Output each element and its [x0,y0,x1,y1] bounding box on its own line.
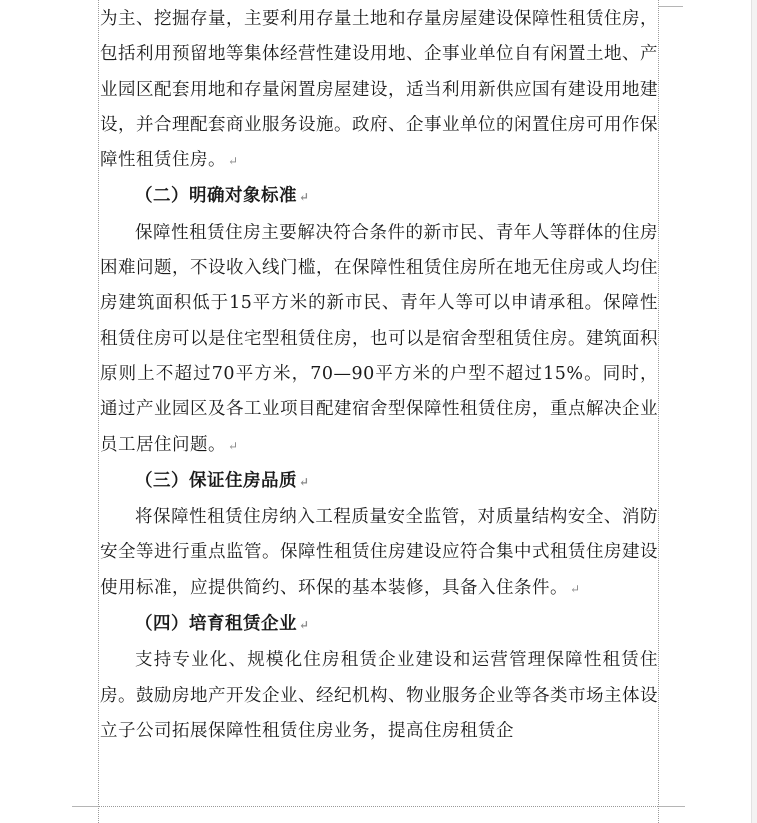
paragraph-mark-icon: ↵ [299,474,310,489]
paragraph-text: 保障性租赁住房主要解决符合条件的新市民、青年人等群体的住房困难问题，不设收入线门槛，在保障性租赁住房所在地无住房或人均住房建筑面积低于15平方米的新市民、青年人等可以申请承租。保障性租赁住房可以是住宅型租赁住房，也可以是宿舍型租赁住房。建筑面积原则上不超过70平方米，70—90平方米的户型不超过15%。同时，通过产业园区及各工业项目配建宿舍型保障性租赁住房，重点解决企业员工居住问题。 [100,222,658,455]
crop-mark-bottom-right [659,806,685,807]
heading-text: （二）明确对象标准 [135,186,297,207]
heading-target-standards[interactable] [100,179,658,215]
paragraph-text: 将保障性租赁住房纳入工程质量安全监管，对质量结构安全、消防安全等进行重点监管。保障性租赁住房建设应符合集中式租赁住房建设使用标准，应提供简约、环保的基本装修，具备入住条件。 [100,507,658,598]
paragraph-land-sources[interactable] [100,2,658,179]
scrollbar-edge[interactable] [751,0,757,823]
crop-mark-top-right [659,6,683,7]
paragraph-mark-icon: ↵ [228,438,239,453]
paragraph-housing-quality[interactable] [100,500,658,607]
heading-text: （四）培育租赁企业 [135,614,297,635]
paragraph-text: 支持专业化、规模化住房租赁企业建设和运营管理保障性租赁住房。鼓励房地产开发企业、经纪机构、物业服务企业等各类市场主体设立子公司拓展保障性租赁住房业务，提高住房租赁企 [100,650,658,741]
crop-mark-bottom-left [72,806,98,807]
paragraph-target-standards[interactable] [100,216,658,464]
heading-housing-quality[interactable] [100,464,658,500]
paragraph-mark-icon: ↵ [570,581,581,596]
paragraph-rental-enterprises[interactable] [100,643,658,749]
paragraph-mark-icon: ↵ [228,154,239,169]
text-boundary-right [658,0,659,823]
heading-text: （三）保证住房品质 [135,470,297,491]
paragraph-text: 为主、挖掘存量，主要利用存量土地和存量房屋建设保障性租赁住房，包括利用预留地等集体经营性建设用地、企事业单位自有闲置土地、产业园区配套用地和存量闲置房屋建设，适当利用新供应国有建设用地建设，并合理配套商业服务设施。政府、企事业单位的闲置住房可用作保障性租赁住房。 [100,9,658,171]
document-body[interactable] [100,2,658,749]
text-boundary-left [98,0,99,823]
text-boundary-bottom [98,806,658,807]
paragraph-mark-icon: ↵ [299,190,310,205]
heading-rental-enterprises[interactable] [100,607,658,643]
paragraph-mark-icon: ↵ [299,618,310,633]
